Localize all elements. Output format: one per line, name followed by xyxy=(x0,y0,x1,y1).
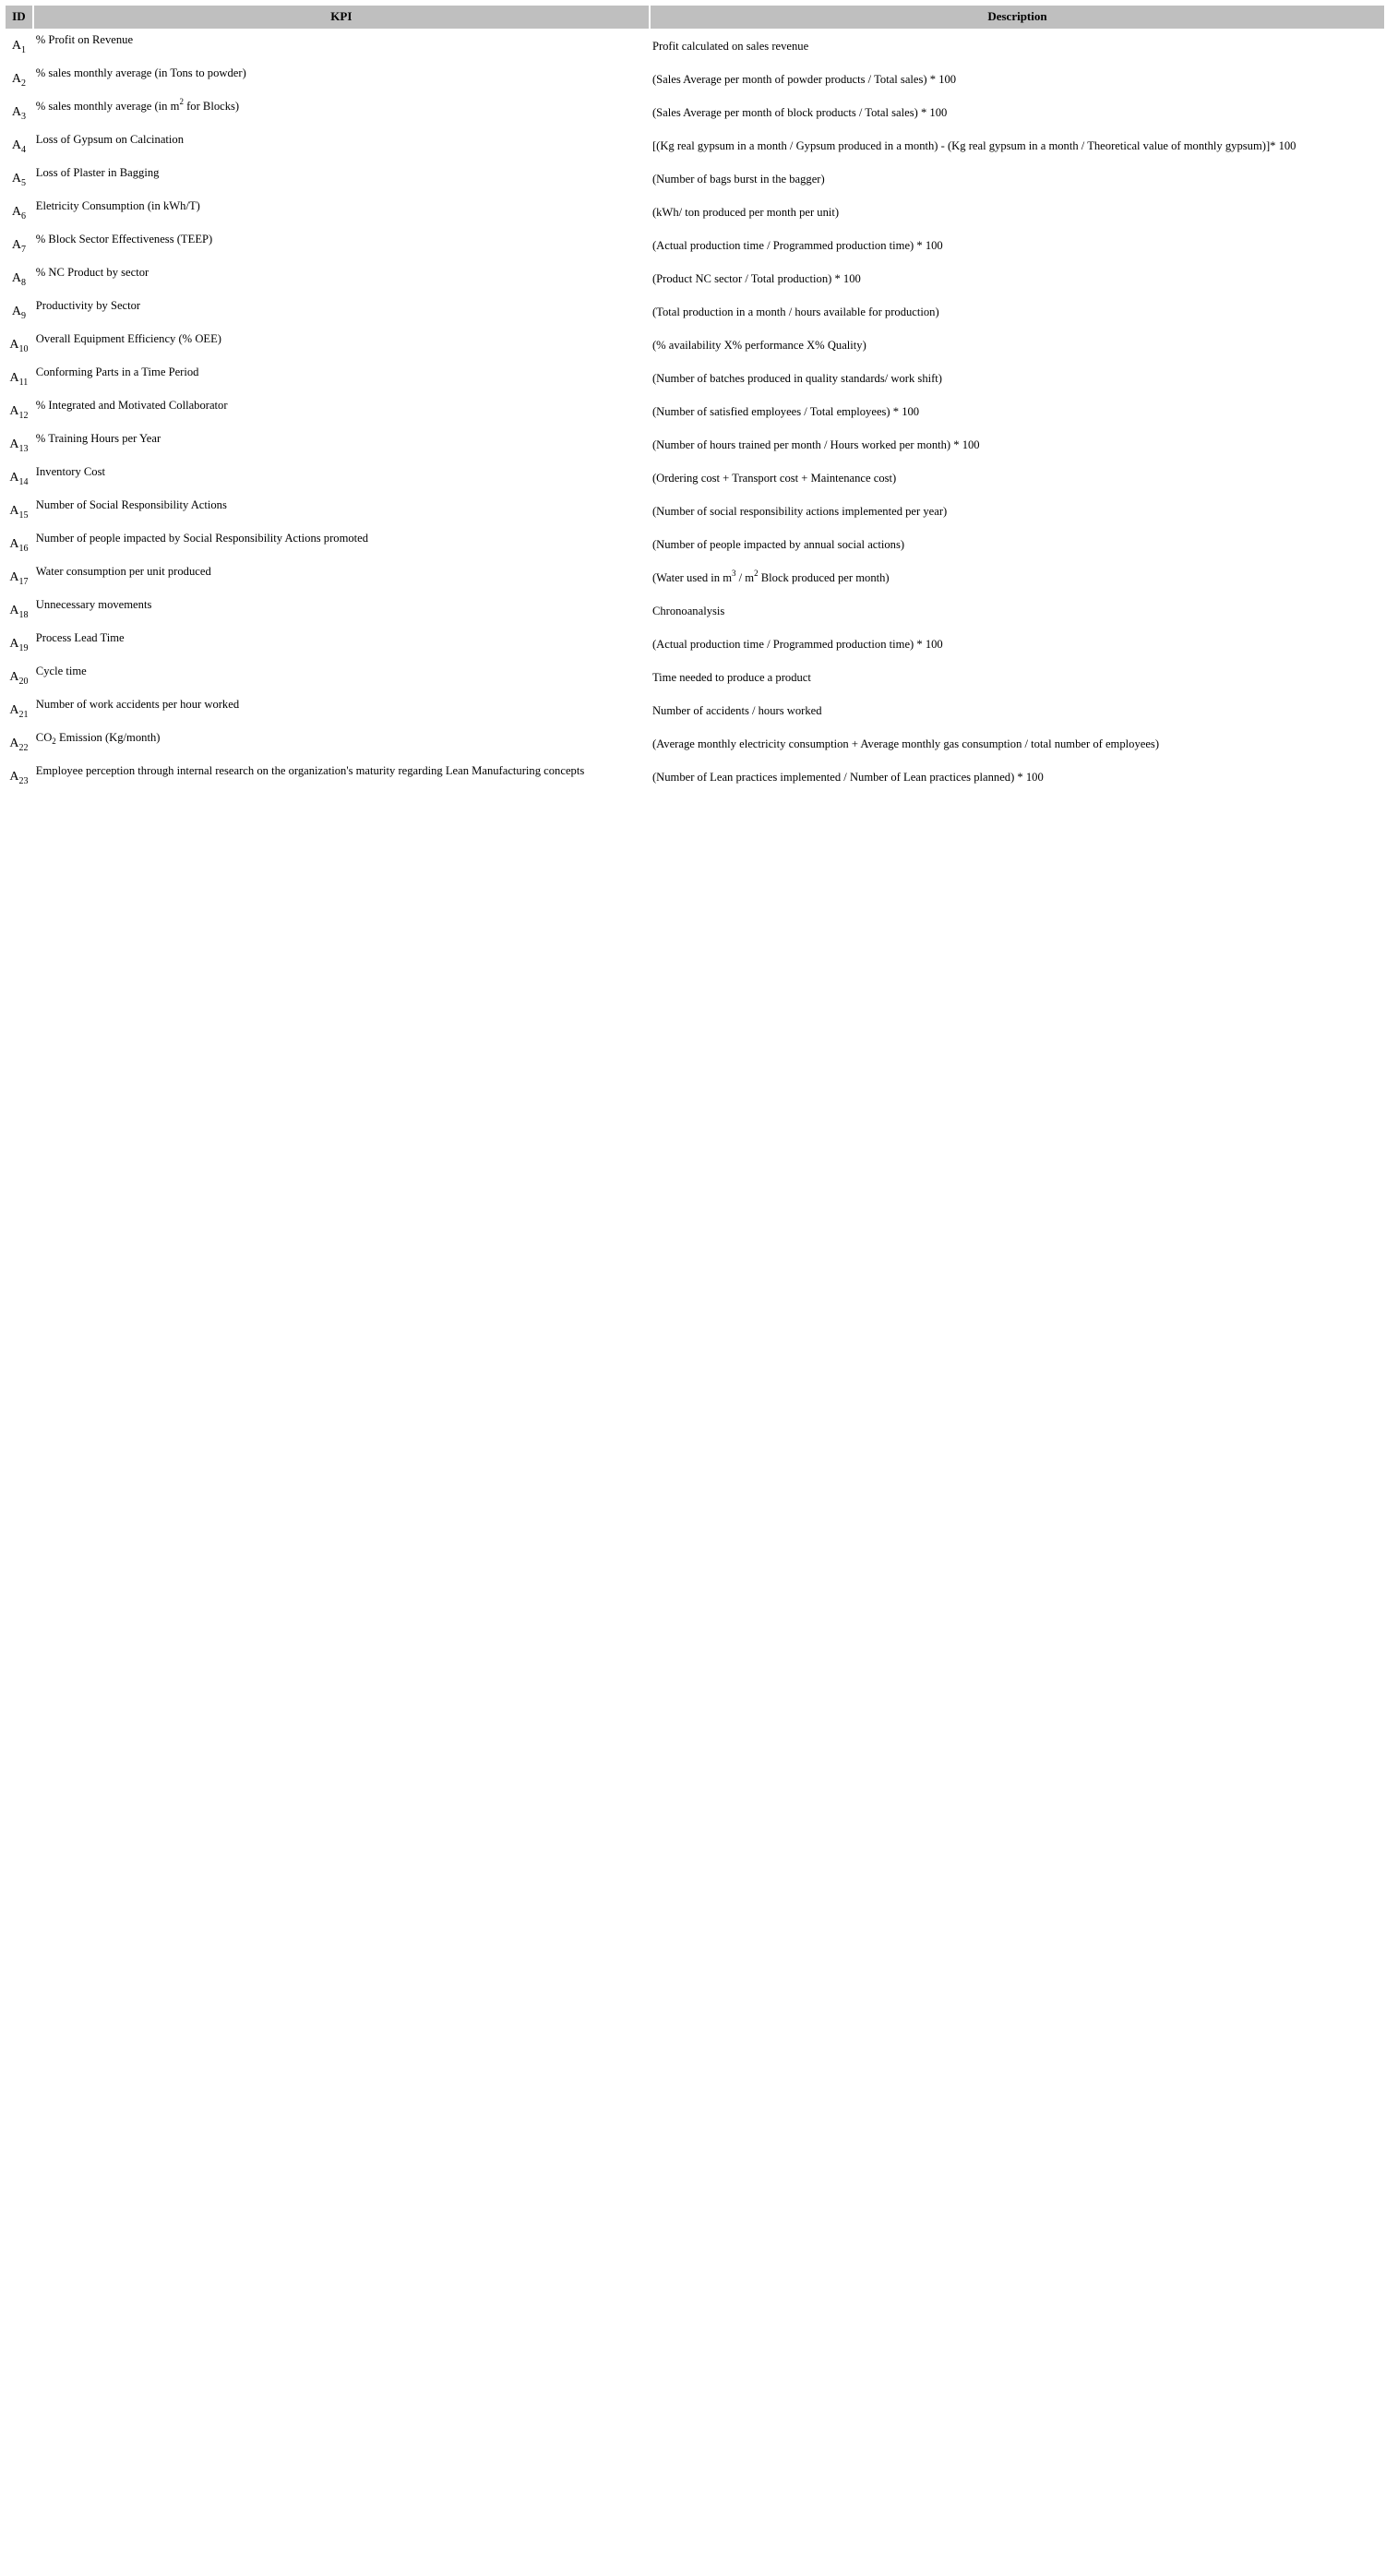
id-number: 14 xyxy=(18,476,29,487)
kpi-text: for Blocks) xyxy=(183,100,240,113)
id-letter: A xyxy=(9,702,19,717)
table-row xyxy=(6,496,1384,527)
kpi-description: (Number of batches produced in quality standards/ work shift) xyxy=(651,371,943,385)
kpi-name: % sales monthly average (in Tons to powder) xyxy=(35,66,246,79)
kpi-description: Time needed to produce a product xyxy=(651,670,811,684)
id-number: 17 xyxy=(18,576,29,587)
table-row xyxy=(6,97,1384,128)
id-number: 8 xyxy=(20,277,26,288)
kpi-description: (Number of satisfied employees / Total employees) * 100 xyxy=(651,404,920,418)
unit-exponent: 2 xyxy=(179,97,184,106)
row-id xyxy=(6,97,32,128)
id-letter: A xyxy=(9,603,19,617)
table-row xyxy=(6,429,1384,461)
id-number: 23 xyxy=(18,775,29,786)
kpi-description: (Sales Average per month of powder products / Total sales) * 100 xyxy=(651,72,957,86)
kpi-description: (Number of bags burst in the bagger) xyxy=(651,172,825,186)
id-number: 9 xyxy=(20,310,26,321)
row-id xyxy=(6,296,32,328)
id-letter: A xyxy=(11,237,21,252)
kpi-description xyxy=(651,562,1384,593)
row-id xyxy=(6,462,32,494)
id-number: 5 xyxy=(20,177,26,188)
id-number: 10 xyxy=(18,343,29,354)
kpi-name: Loss of Plaster in Bagging xyxy=(35,166,160,179)
kpi-description: Number of accidents / hours worked xyxy=(651,703,822,717)
table-row xyxy=(6,562,1384,593)
table-row xyxy=(6,230,1384,261)
row-id xyxy=(6,562,32,593)
kpi-description: Profit calculated on sales revenue xyxy=(651,39,809,53)
row-id xyxy=(6,363,32,394)
id-number: 1 xyxy=(20,44,26,55)
kpi-description: (Average monthly electricity consumption + Average monthly gas consumption / total number of employees) xyxy=(651,737,1160,750)
kpi-name: % Training Hours per Year xyxy=(35,432,161,445)
unit-exponent: 2 xyxy=(754,568,759,578)
header-row xyxy=(6,6,1384,29)
table-row xyxy=(6,64,1384,95)
kpi-name: Eletricity Consumption (in kWh/T) xyxy=(35,199,200,212)
table-row xyxy=(6,396,1384,427)
id-letter: A xyxy=(9,503,19,518)
kpi-description: (Total production in a month / hours available for production) xyxy=(651,305,939,318)
kpi-table xyxy=(4,4,1386,795)
kpi-name: Number of people impacted by Social Responsibility Actions promoted xyxy=(35,532,369,545)
kpi-name: Unnecessary movements xyxy=(35,598,152,611)
table-row xyxy=(6,30,1384,62)
row-id xyxy=(6,197,32,228)
kpi-name: Employee perception through internal research on the organization's maturity regarding Lean Manufacturing concepts xyxy=(35,764,585,777)
table-row xyxy=(6,263,1384,294)
kpi-name: Cycle time xyxy=(35,665,87,677)
id-letter: A xyxy=(9,437,19,451)
kpi-name: Productivity by Sector xyxy=(35,299,141,312)
id-letter: A xyxy=(9,669,19,684)
id-number: 20 xyxy=(18,676,29,687)
kpi-description: (Number of people impacted by annual social actions) xyxy=(651,537,905,551)
id-number: 6 xyxy=(20,210,26,222)
id-number: 15 xyxy=(18,509,29,521)
id-number: 4 xyxy=(20,144,26,155)
header-id: ID xyxy=(6,6,32,29)
kpi-text: CO xyxy=(35,731,53,744)
kpi-description: (Number of hours trained per month / Hours worked per month) * 100 xyxy=(651,437,980,451)
kpi-name xyxy=(34,728,649,760)
id-number: 22 xyxy=(18,742,29,753)
header-description: Description xyxy=(651,6,1384,29)
table-row xyxy=(6,296,1384,328)
row-id xyxy=(6,761,32,793)
id-letter: A xyxy=(11,138,21,152)
id-number: 2 xyxy=(20,78,26,89)
table-row xyxy=(6,595,1384,627)
id-letter: A xyxy=(11,71,21,86)
description-text: (Water used in m xyxy=(651,570,733,584)
kpi-name: % Profit on Revenue xyxy=(35,33,134,46)
table-row xyxy=(6,529,1384,560)
row-id xyxy=(6,662,32,693)
row-id xyxy=(6,595,32,627)
table-row xyxy=(6,462,1384,494)
table-row xyxy=(6,695,1384,726)
kpi-description: (kWh/ ton produced per month per unit) xyxy=(651,205,840,219)
row-id xyxy=(6,629,32,660)
kpi-description: Chronoanalysis xyxy=(651,604,725,617)
table-row xyxy=(6,197,1384,228)
kpi-description: (% availability X% performance X% Quality) xyxy=(651,338,866,352)
row-id xyxy=(6,529,32,560)
id-letter: A xyxy=(9,337,19,352)
kpi-description: (Actual production time / Programmed production time) * 100 xyxy=(651,238,943,252)
kpi-description: (Actual production time / Programmed production time) * 100 xyxy=(651,637,943,651)
table-row xyxy=(6,728,1384,760)
id-letter: A xyxy=(11,171,21,186)
kpi-name: Conforming Parts in a Time Period xyxy=(35,365,199,378)
table-row xyxy=(6,163,1384,195)
table-row xyxy=(6,662,1384,693)
kpi-description: (Number of social responsibility actions implemented per year) xyxy=(651,504,948,518)
kpi-name: Loss of Gypsum on Calcination xyxy=(35,133,185,146)
kpi-text: % sales monthly average (in m xyxy=(35,100,180,113)
row-id xyxy=(6,64,32,95)
id-number: 21 xyxy=(18,709,29,720)
kpi-description: (Product NC sector / Total production) * 100 xyxy=(651,271,861,285)
kpi-name: Water consumption per unit produced xyxy=(35,565,211,578)
chemical-subscript: 2 xyxy=(52,737,56,746)
id-letter: A xyxy=(11,38,21,53)
id-letter: A xyxy=(9,636,19,651)
id-letter: A xyxy=(11,304,21,318)
id-number: 11 xyxy=(18,377,29,388)
id-letter: A xyxy=(9,769,19,784)
row-id xyxy=(6,130,32,162)
table-row xyxy=(6,329,1384,361)
row-id xyxy=(6,263,32,294)
kpi-name: % Integrated and Motivated Collaborator xyxy=(35,399,228,412)
id-number: 7 xyxy=(20,244,26,255)
unit-exponent: 3 xyxy=(732,568,736,578)
kpi-name xyxy=(34,97,649,128)
row-id xyxy=(6,429,32,461)
table-row xyxy=(6,761,1384,793)
row-id xyxy=(6,329,32,361)
row-id xyxy=(6,230,32,261)
id-number: 18 xyxy=(18,609,29,620)
row-id xyxy=(6,496,32,527)
id-letter: A xyxy=(9,403,19,418)
kpi-description: (Ordering cost + Transport cost + Maintenance cost) xyxy=(651,471,897,485)
row-id xyxy=(6,396,32,427)
kpi-text: Emission (Kg/month) xyxy=(55,731,161,744)
description-text: / m xyxy=(735,570,755,584)
id-number: 12 xyxy=(18,410,29,421)
id-letter: A xyxy=(9,569,19,584)
kpi-name: Number of Social Responsibility Actions xyxy=(35,498,227,511)
kpi-name: % Block Sector Effectiveness (TEEP) xyxy=(35,233,213,246)
kpi-name: Overall Equipment Efficiency (% OEE) xyxy=(35,332,221,345)
id-number: 3 xyxy=(20,111,26,122)
table-row xyxy=(6,629,1384,660)
kpi-name: Inventory Cost xyxy=(35,465,106,478)
id-number: 19 xyxy=(18,642,29,653)
id-letter: A xyxy=(9,536,19,551)
id-letter: A xyxy=(9,470,19,485)
row-id xyxy=(6,728,32,760)
id-letter: A xyxy=(9,370,19,385)
header-kpi: KPI xyxy=(34,6,649,29)
description-text: Block produced per month) xyxy=(758,570,890,584)
id-number: 16 xyxy=(18,543,29,554)
row-id xyxy=(6,695,32,726)
kpi-description: (Number of Lean practices implemented / Number of Lean practices planned) * 100 xyxy=(651,770,1044,784)
id-letter: A xyxy=(9,736,19,750)
id-letter: A xyxy=(11,204,21,219)
kpi-name: % NC Product by sector xyxy=(35,266,149,279)
row-id xyxy=(6,163,32,195)
table-row xyxy=(6,130,1384,162)
kpi-description: (Sales Average per month of block products / Total sales) * 100 xyxy=(651,105,948,119)
row-id xyxy=(6,30,32,62)
kpi-name: Number of work accidents per hour worked xyxy=(35,698,240,711)
kpi-name: Process Lead Time xyxy=(35,631,125,644)
id-letter: A xyxy=(11,270,21,285)
id-letter: A xyxy=(11,104,21,119)
id-number: 13 xyxy=(18,443,29,454)
kpi-description: [(Kg real gypsum in a month / Gypsum produced in a month) - (Kg real gypsum in a month / Theoretical value of monthly gypsum)]* 100 xyxy=(651,138,1296,152)
table-row xyxy=(6,363,1384,394)
